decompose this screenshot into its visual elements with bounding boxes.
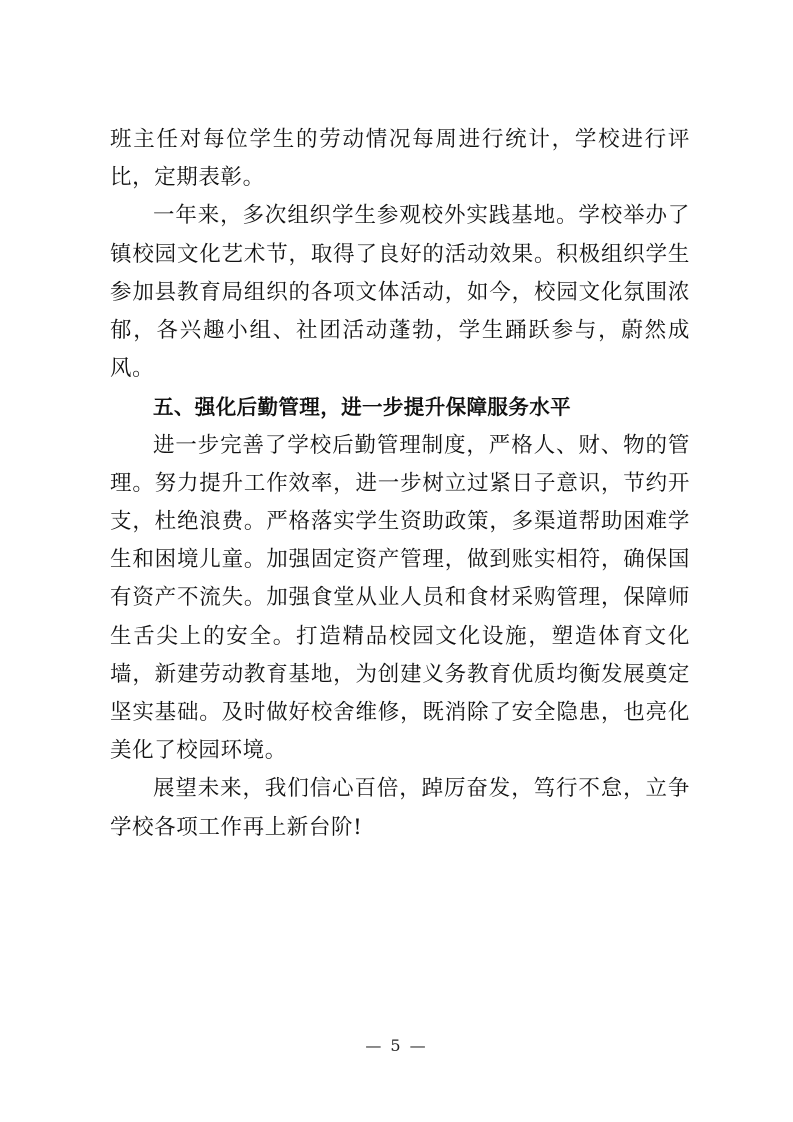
paragraph-logistics: 进一步完善了学校后勤管理制度，严格人、财、物的管理。努力提升工作效率，进一步树立过紧日子意识，节约开支，杜绝浪费。严格落实学生资助政策，多渠道帮助困难学生和困境儿童。加强固定资产管理，做到账实相符，确保国有资产不流失。加强食堂从业人员和食材采购管理，保障师生舌尖上的安全。打造精品校园文化设施，塑造体育文化墙，新建劳动教育基地，为创建义务教育优质均衡发展奠定坚实基础。及时做好校舍维修，既消除了安全隐患，也亮化美化了校园环境。 (110, 432, 690, 764)
page-number: — 5 — (365, 1036, 428, 1055)
document-body (110, 121, 690, 847)
section-heading-logistics: 五、强化后勤管理，进一步提升保障服务水平 (153, 395, 571, 420)
paragraph-continuation: 班主任对每位学生的劳动情况每周进行统计，学校进行评比，定期表彰。 (110, 127, 690, 191)
paragraph-outlook: 展望未来，我们信心百倍，踔厉奋发，笃行不怠，立争学校各项工作再上新台阶! (110, 776, 690, 840)
paragraph-cultural-activities: 一年来，多次组织学生参观校外实践基地。学校举办了镇校园文化艺术节，取得了良好的活动效果。积极组织学生参加县教育局组织的各项文体活动，如今，校园文化氛围浓郁，各兴趣小组、社团活动蓬勃，学生踊跃参与，蔚然成风。 (110, 203, 690, 382)
